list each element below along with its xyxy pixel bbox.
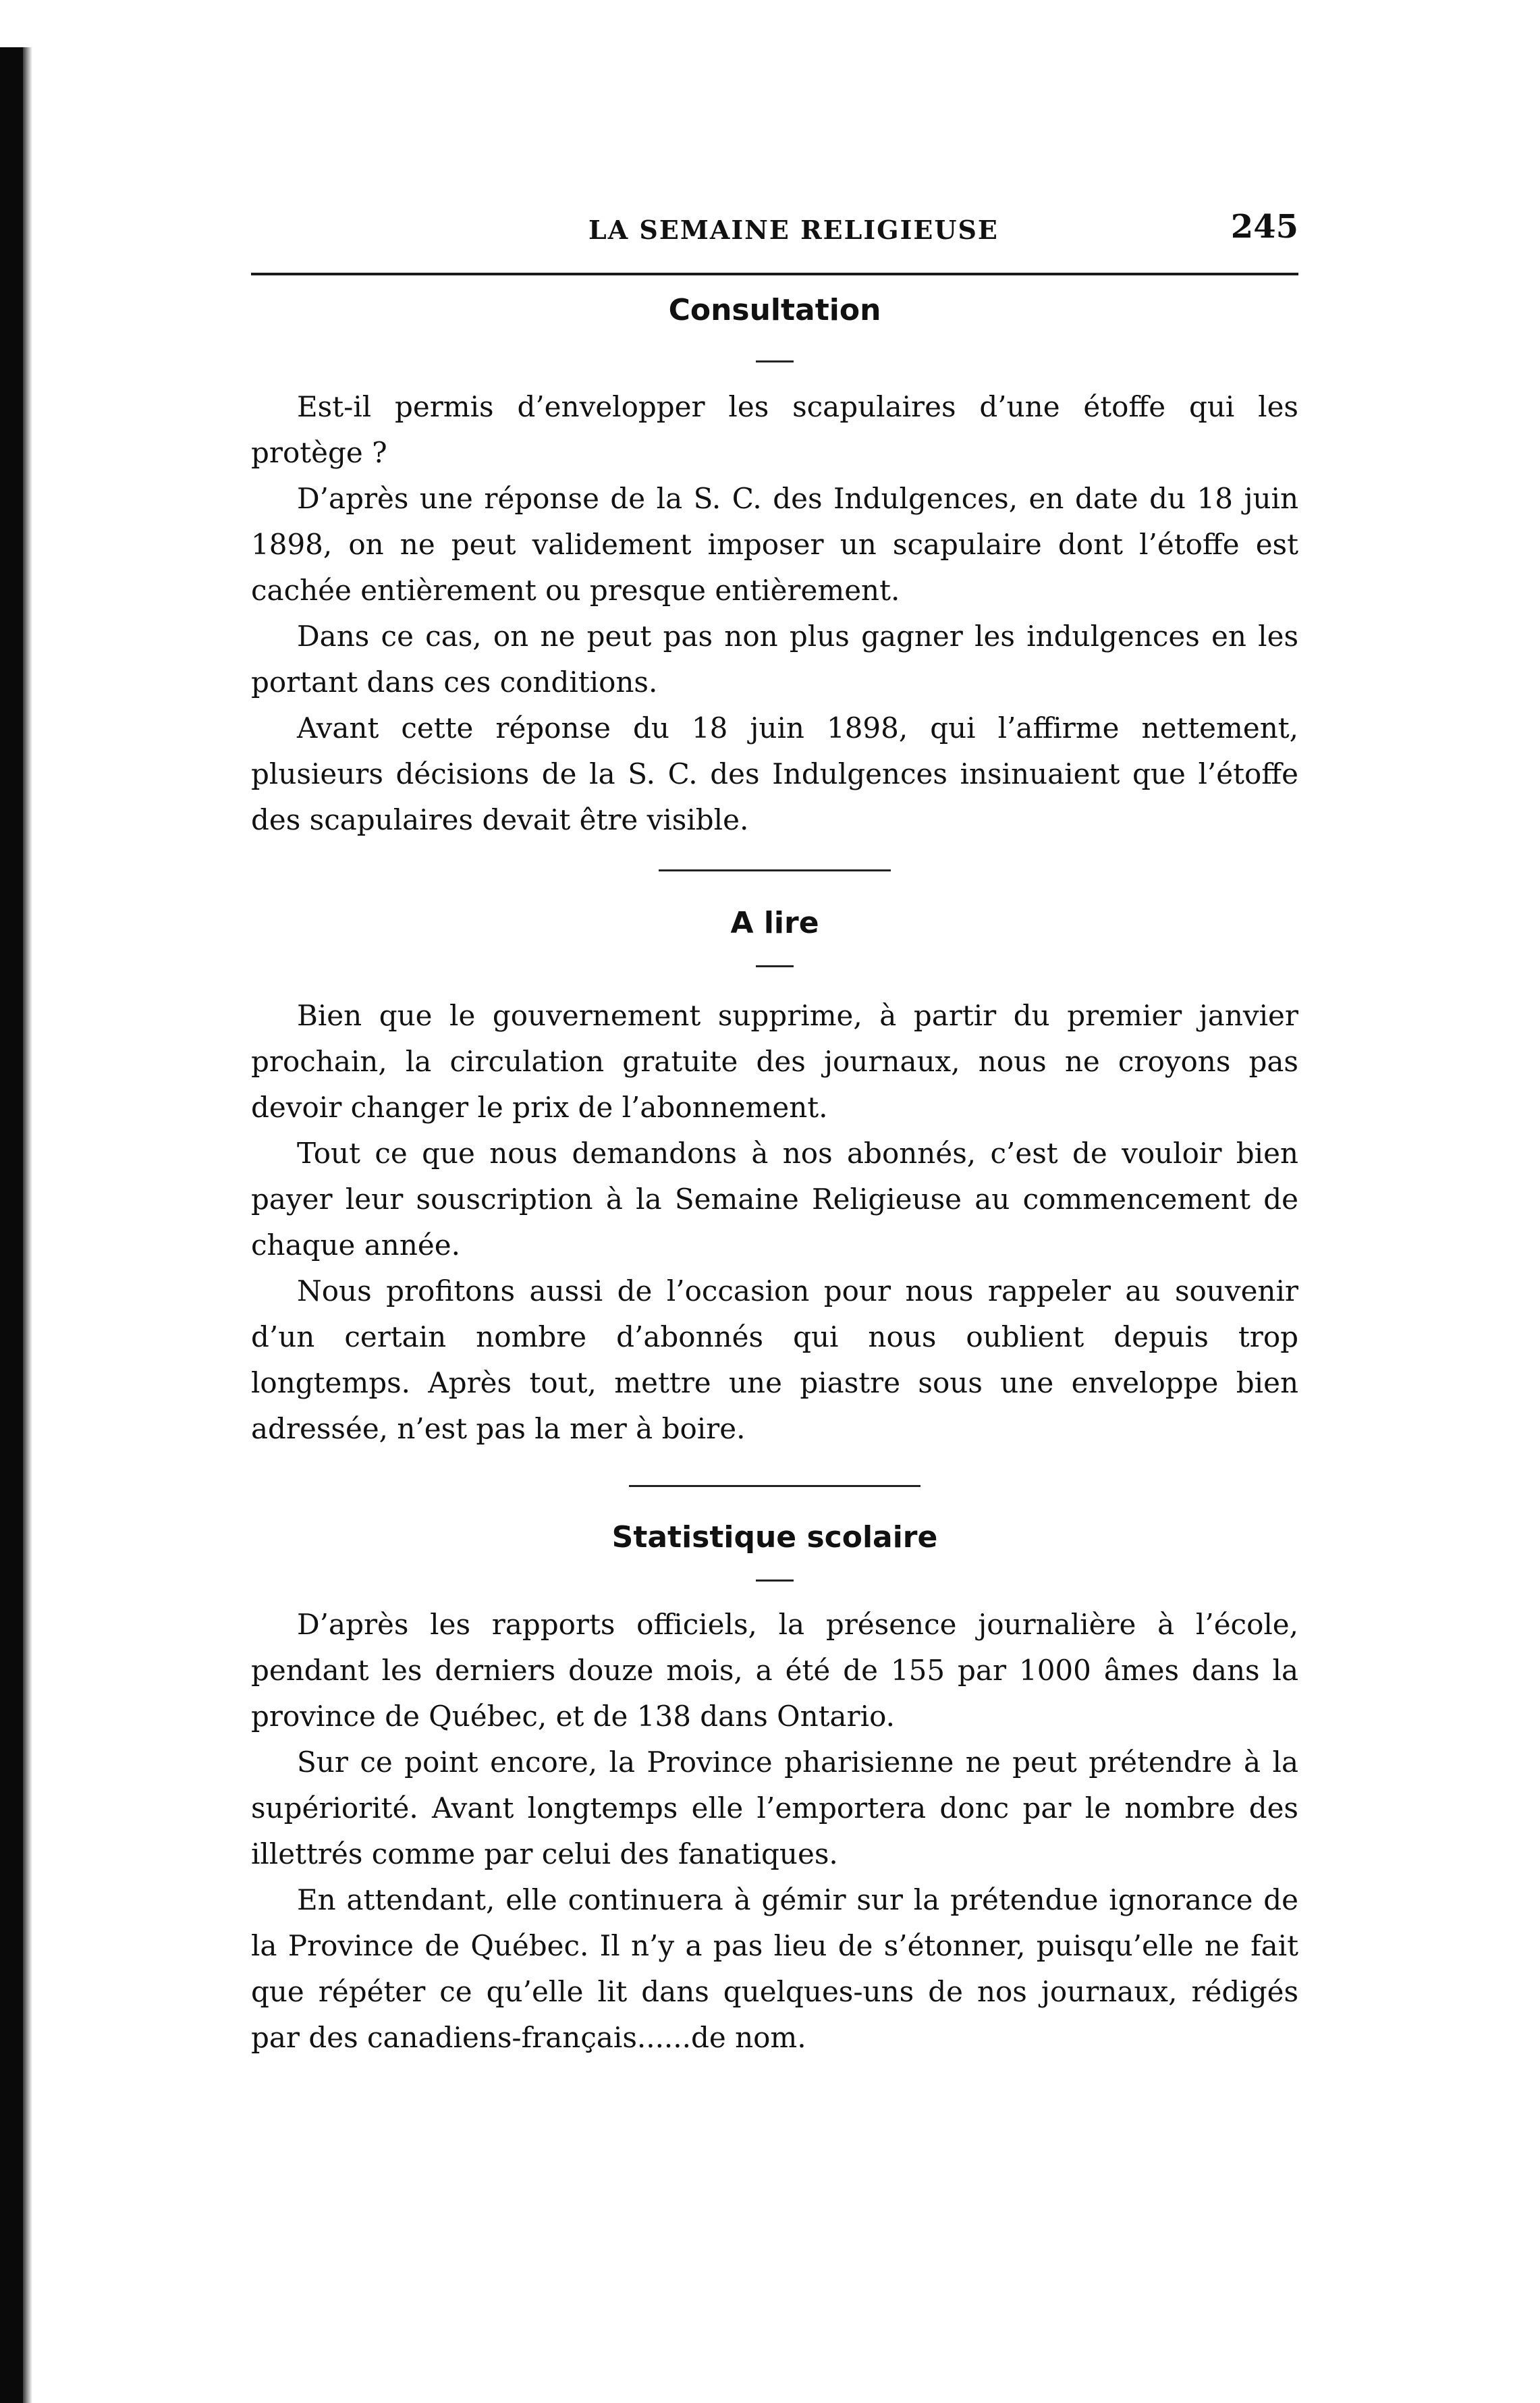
section-title-a-lire: A lire (730, 906, 819, 940)
book-spine-gradient (23, 47, 32, 2403)
paragraph: Tout ce que nous demandons à nos abonnés, c’est de vouloir bien payer leur souscription à la Semaine Religieuse au commencement de chaque année. (251, 1137, 1298, 1262)
title-dash (756, 965, 794, 967)
paragraph: Sur ce point encore, la Province pharisienne ne peut prétendre à la supériorité. Avant longtemps elle l’emportera donc par le nombre des illettrés comme par celui des fanatiques. (251, 1746, 1298, 1870)
paragraph: Bien que le gouvernement supprime, à partir du premier janvier prochain, la circulation gratuite des journaux, nous ne croyons pas devoir changer le prix de l’abonnement. (251, 999, 1298, 1124)
page (251, 0, 1298, 2402)
section-title-statistique-scolaire: Statistique scolaire (611, 1520, 938, 1555)
section-consultation (251, 290, 1298, 843)
paragraph: Avant cette réponse du 18 juin 1898, qui l’affirme nettement, plusieurs décisions de la S. C. des Indulgences insinuaient que l’étoffe des scapulaires devait être visible. (251, 711, 1298, 836)
section-a-lire (251, 903, 1298, 1452)
paragraph: Dans ce cas, on ne peut pas non plus gagner les indulgences en les portant dans ces conditions. (251, 620, 1298, 699)
title-dash (756, 360, 794, 362)
paragraph: D’après une réponse de la S. C. des Indulgences, en date du 18 juin 1898, on ne peut validement imposer un scapulaire dont l’étoffe est cachée entièrement ou presque entièrement. (251, 482, 1298, 607)
section-title-consultation: Consultation (668, 293, 881, 327)
paragraph: En attendant, elle continuera à gémir sur la prétendue ignorance de la Province de Québec. Il n’y a pas lieu de s’étonner, puisqu’elle ne fait que répéter ce qu’elle lit dans quelques-uns de nos journaux, rédigés par des canadiens-français......de nom. (251, 1883, 1298, 2054)
section-divider (629, 1485, 920, 1487)
header-rule (251, 273, 1298, 275)
book-spine-shadow (0, 47, 23, 2403)
page-number: 245 (1230, 208, 1298, 246)
section-statistique-scolaire (251, 1517, 1298, 2061)
running-header (251, 208, 1298, 248)
paragraph: Est-il permis d’envelopper les scapulaires d’une étoffe qui les protège ? (251, 390, 1298, 469)
paragraph: Nous profitons aussi de l’occasion pour nous rappeler au souvenir d’un certain nombre d’abonnés qui nous oublient depuis trop longtemps. Après tout, mettre une piastre sous une enveloppe bien adressée, n’est pas la mer à boire. (251, 1274, 1298, 1445)
title-dash (756, 1580, 794, 1582)
running-title: LA SEMAINE RELIGIEUSE (588, 215, 999, 245)
section-divider (659, 869, 891, 871)
paragraph: D’après les rapports officiels, la présence journalière à l’école, pendant les derniers douze mois, a été de 155 par 1000 âmes dans la province de Québec, et de 138 dans Ontario. (251, 1608, 1298, 1733)
